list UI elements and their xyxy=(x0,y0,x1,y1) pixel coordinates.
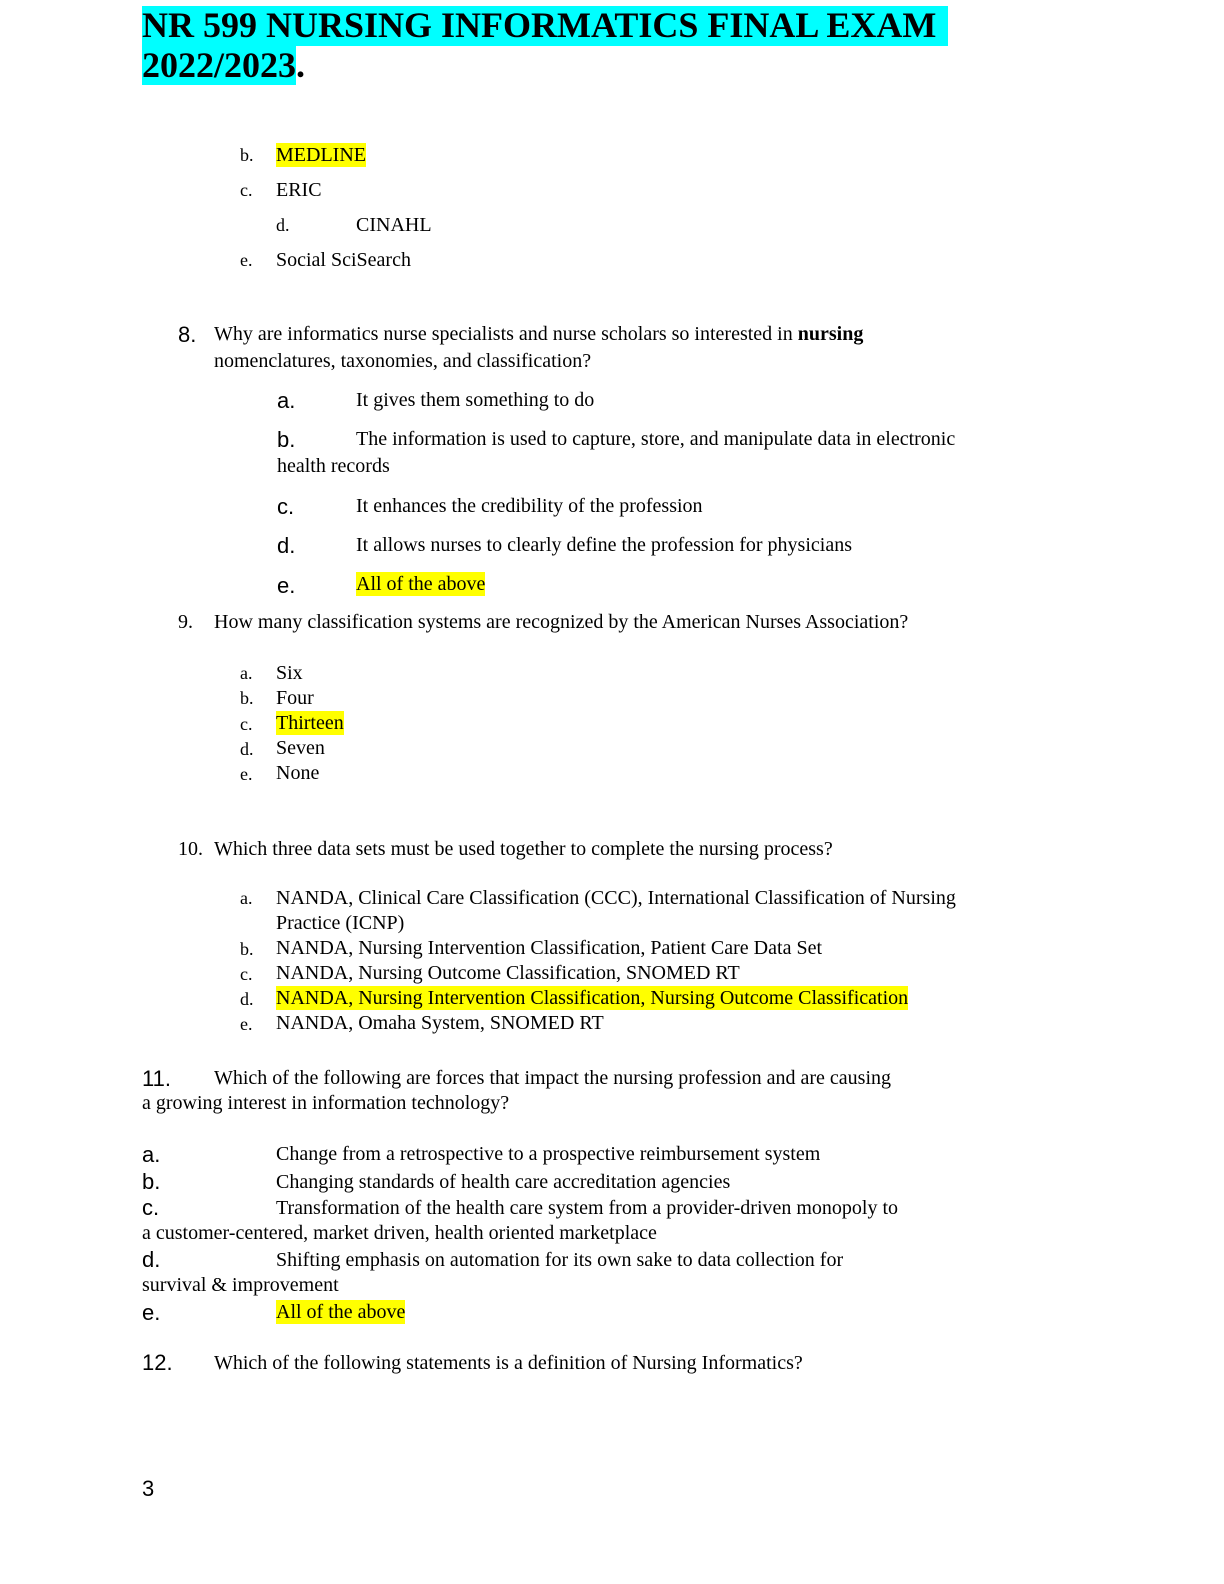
q9-option-a-text: Six xyxy=(276,662,303,684)
q10-option-b-text: NANDA, Nursing Intervention Classification, Patient Care Data Set xyxy=(276,937,822,959)
q11-option-c-letter: c. xyxy=(142,1195,160,1220)
q11-option-a-text: Change from a retrospective to a prospective reimbursement system xyxy=(276,1143,821,1165)
q8-option-c-letter: c. xyxy=(277,494,295,519)
title-line-1: NR 599 NURSING INFORMATICS FINAL EXAM xyxy=(142,6,948,46)
q7-option-e-letter: e. xyxy=(240,250,253,270)
q12-number: 12. xyxy=(142,1350,173,1375)
q10-question: Which three data sets must be used together to complete the nursing process? xyxy=(214,838,833,860)
q11-option-d-text: Shifting emphasis on automation for its own sake to data collection for xyxy=(276,1249,844,1271)
q10-option-d-letter: d. xyxy=(240,989,254,1009)
q9-question: How many classification systems are recognized by the American Nurses Association? xyxy=(214,611,909,633)
q7-option-d-letter: d. xyxy=(276,215,290,235)
q11-option-b-text: Changing standards of health care accreditation agencies xyxy=(276,1171,731,1193)
q12-question: Which of the following statements is a definition of Nursing Informatics? xyxy=(214,1352,803,1374)
q8-option-a-text: It gives them something to do xyxy=(356,389,595,411)
q11-option-d-letter: d. xyxy=(142,1247,161,1272)
q7-option-c-text: ERIC xyxy=(276,179,322,201)
q11-option-c-text: Transformation of the health care system from a provider-driven monopoly to xyxy=(276,1197,899,1219)
q8-option-b-letter: b. xyxy=(277,427,296,452)
q11-option-c-text-cont: a customer-centered, market driven, health oriented marketplace xyxy=(142,1222,657,1244)
q11-question-line-1: Which of the following are forces that impact the nursing profession and are causing xyxy=(214,1067,892,1089)
q10-option-a-letter: a. xyxy=(240,888,253,908)
q11-option-a-letter: a. xyxy=(142,1142,161,1167)
q11-number: 11. xyxy=(142,1066,171,1091)
q10-option-d-text: NANDA, Nursing Intervention Classification, Nursing Outcome Classification xyxy=(276,987,909,1009)
q7-option-c-letter: c. xyxy=(240,180,253,200)
q7-option-b-letter: b. xyxy=(240,145,254,165)
q9-option-c-letter: c. xyxy=(240,714,253,734)
q7-option-d-text: CINAHL xyxy=(356,214,432,236)
q8-option-c-text: It enhances the credibility of the profession xyxy=(356,495,703,517)
q8-option-b-text-cont: health records xyxy=(277,455,390,477)
q10-option-b-letter: b. xyxy=(240,939,254,959)
q9-option-d-letter: d. xyxy=(240,739,254,759)
q9-option-e-text: None xyxy=(276,762,320,784)
q9-option-a-letter: a. xyxy=(240,663,253,683)
q8-option-b-text: The information is used to capture, store, and manipulate data in electronic xyxy=(356,428,956,450)
q10-option-a-text-cont: Practice (ICNP) xyxy=(276,912,405,934)
q11-option-e-text: All of the above xyxy=(276,1301,406,1323)
title-period: . xyxy=(296,44,306,85)
page-number: 3 xyxy=(142,1476,155,1501)
q11-option-e-letter: e. xyxy=(142,1300,161,1325)
page-title xyxy=(142,6,948,85)
q10-option-c-letter: c. xyxy=(240,964,253,984)
q9-option-d-text: Seven xyxy=(276,737,325,759)
q8-option-a-letter: a. xyxy=(277,388,296,413)
q8-question-line-2: nomenclatures, taxonomies, and classification? xyxy=(214,350,592,372)
q9-option-b-text: Four xyxy=(276,687,314,709)
q8-option-e-letter: e. xyxy=(277,573,296,598)
q8-number: 8. xyxy=(178,322,197,347)
q10-option-c-text: NANDA, Nursing Outcome Classification, SNOMED RT xyxy=(276,962,740,984)
q8-option-d-text: It allows nurses to clearly define the profession for physicians xyxy=(356,534,852,556)
q9-option-e-letter: e. xyxy=(240,764,253,784)
q10-option-a-text: NANDA, Clinical Care Classification (CCC), International Classification of Nursing xyxy=(276,887,956,909)
q7-option-e-text: Social SciSearch xyxy=(276,249,411,271)
q9-option-c-text: Thirteen xyxy=(276,712,344,734)
q11-option-d-text-cont: survival & improvement xyxy=(142,1274,339,1296)
q8-option-e-text: All of the above xyxy=(356,573,486,595)
q10-option-e-text: NANDA, Omaha System, SNOMED RT xyxy=(276,1012,604,1034)
q11-option-b-letter: b. xyxy=(142,1169,161,1194)
q10-number: 10. xyxy=(178,838,203,860)
title-line-2: 2022/2023 xyxy=(142,44,297,85)
q11-question-line-2: a growing interest in information technology? xyxy=(142,1092,510,1114)
q10-option-e-letter: e. xyxy=(240,1014,253,1034)
q9-number: 9. xyxy=(178,611,193,633)
q7-option-b-text: MEDLINE xyxy=(276,144,366,166)
q8-question-line-1: Why are informatics nurse specialists and nurse scholars so interested in nursing xyxy=(214,323,864,345)
q9-option-b-letter: b. xyxy=(240,688,254,708)
q8-option-d-letter: d. xyxy=(277,533,296,558)
